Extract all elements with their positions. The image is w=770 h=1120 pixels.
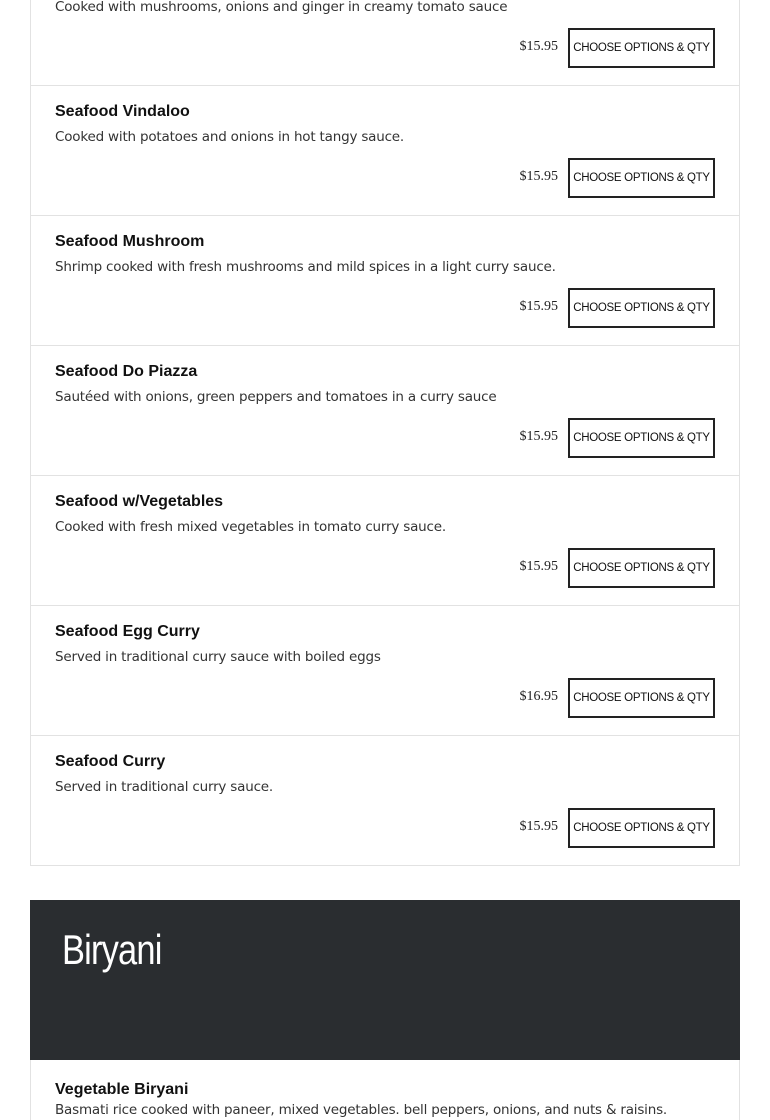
choose-options-button[interactable]: CHOOSE OPTIONS & QTY [568, 418, 715, 458]
item-name: Seafood Curry [55, 753, 166, 770]
item-description: Basmati rice cooked with paneer, mixed vegetables. bell peppers, onions, and nuts & raisins. [55, 1102, 668, 1118]
menu-item [31, 216, 739, 346]
item-description: Cooked with potatoes and onions in hot tangy sauce. [55, 129, 405, 145]
menu-item [31, 736, 739, 866]
menu-item [31, 86, 739, 216]
choose-options-button[interactable]: CHOOSE OPTIONS & QTY [568, 288, 715, 328]
biryani-section-header [30, 900, 740, 1060]
item-name: Vegetable Biryani [55, 1081, 189, 1098]
item-name: Seafood Vindaloo [55, 103, 190, 120]
item-description: Cooked with fresh mixed vegetables in tomato curry sauce. [55, 519, 446, 535]
item-name: Seafood Egg Curry [55, 623, 200, 640]
item-name: Seafood w/Vegetables [55, 493, 224, 510]
item-price: $15.95 [519, 299, 558, 314]
choose-options-button[interactable]: CHOOSE OPTIONS & QTY [568, 808, 715, 848]
item-price: $15.95 [519, 819, 558, 834]
item-description: Cooked with mushrooms, onions and ginger in creamy tomato sauce [55, 0, 508, 15]
section-title: Biryani [62, 926, 162, 973]
choose-options-button[interactable]: CHOOSE OPTIONS & QTY [568, 158, 715, 198]
menu-item [31, 346, 739, 476]
biryani-menu-list [30, 1060, 740, 1120]
item-price: $15.95 [519, 559, 558, 574]
item-price: $15.95 [519, 169, 558, 184]
choose-options-button[interactable]: CHOOSE OPTIONS & QTY [568, 548, 715, 588]
choose-options-button[interactable]: CHOOSE OPTIONS & QTY [568, 28, 715, 68]
menu-item [31, 606, 739, 736]
item-description: Sautéed with onions, green peppers and tomatoes in a curry sauce [55, 389, 497, 405]
item-price: $16.95 [519, 689, 558, 704]
choose-options-button[interactable]: CHOOSE OPTIONS & QTY [568, 678, 715, 718]
item-name: Seafood Do Piazza [55, 363, 198, 380]
menu-item [31, 476, 739, 606]
item-description: Served in traditional curry sauce with boiled eggs [55, 649, 381, 665]
item-name: Seafood Mushroom [55, 233, 205, 250]
menu-item [31, 0, 739, 86]
item-price: $15.95 [519, 429, 558, 444]
item-price: $15.95 [519, 39, 558, 54]
item-description: Served in traditional curry sauce. [55, 779, 273, 795]
item-description: Shrimp cooked with fresh mushrooms and mild spices in a light curry sauce. [55, 259, 556, 275]
seafood-menu-list [30, 0, 740, 866]
